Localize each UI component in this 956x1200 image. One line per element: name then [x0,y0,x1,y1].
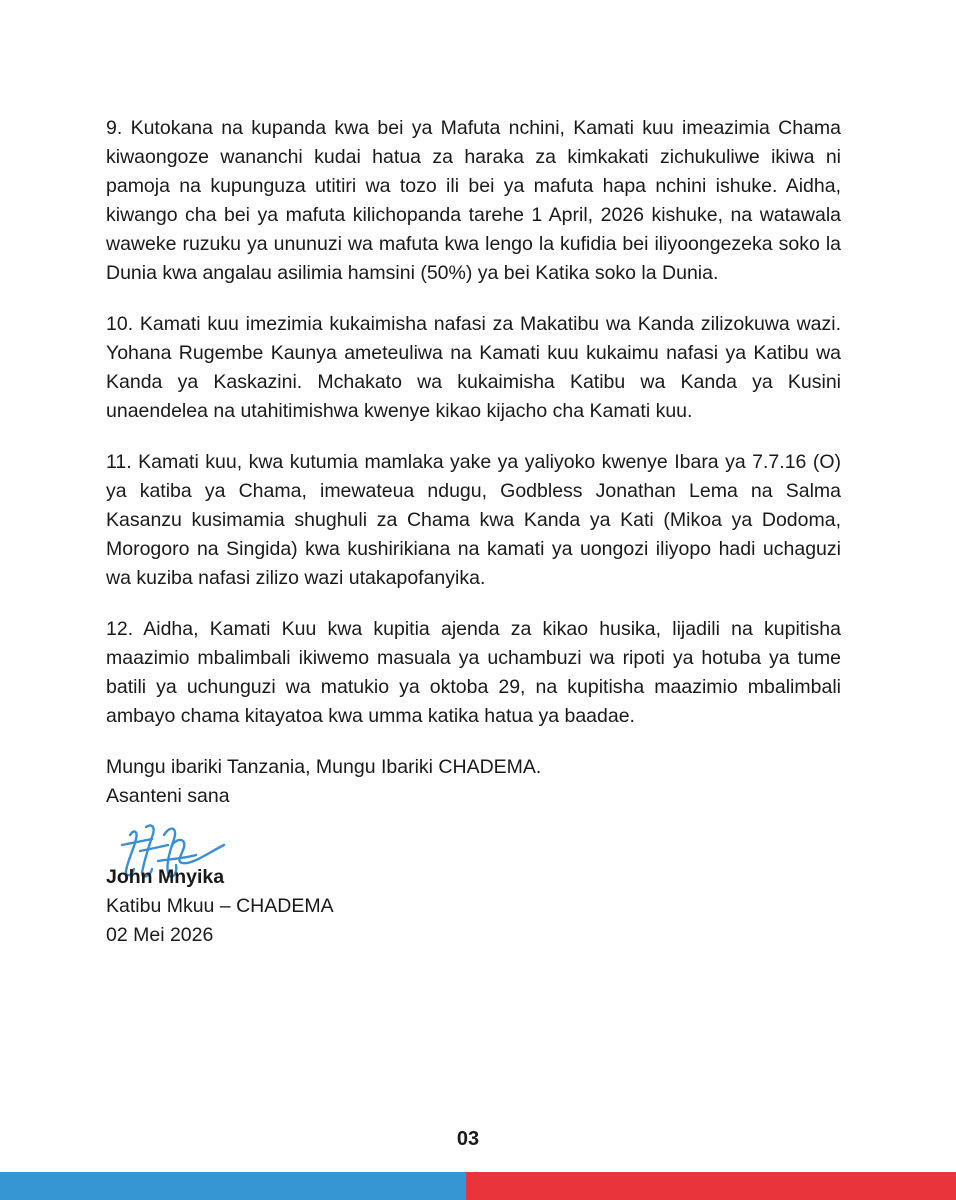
footer-bar-red [466,1172,956,1200]
letter-body [106,114,841,950]
letter-date: 02 Mei 2026 [106,924,214,946]
paragraph-10: 10. Kamati kuu imezimia kukaimisha nafasi za Makatibu wa Kanda zilizokuwa wazi. Yohana Rugembe Kaunya ameteuliwa na Kamati kuu kukaimu nafasi ya Katibu wa Kanda ya Kaskazini. Mchakato wa kukaimisha Katibu wa Kanda ya Kusini unaendelea na utahitimishwa kwenye kikao kijacho cha Kamati kuu. [106,313,841,422]
closing-blessing: Mungu ibariki Tanzania, Mungu Ibariki CHADEMA. [106,756,542,778]
footer-bar-blue [0,1172,466,1200]
page-number: 03 [456,1128,480,1150]
paragraph-11: 11. Kamati kuu, kwa kutumia mamlaka yake ya yaliyoko kwenye Ibara ya 7.7.16 (O) ya katiba ya Chama, imewateua ndugu, Godbless Jonathan Lema na Salma Kasanzu kusimamia shughuli za Chama kwa Kanda ya Kati (Mikoa ya Dodoma, Morogoro na Singida) kwa kushirikiana na kamati ya uongozi iliyopo hadi uchaguzi wa kuziba nafasi zilizo wazi utakapofanyika. [106,451,841,589]
closing-thanks: Asanteni sana [106,785,230,807]
signature-block [106,863,841,950]
paragraph-9: 9. Kutokana na kupanda kwa bei ya Mafuta nchini, Kamati kuu imeazimia Chama kiwaongoze wananchi kudai hatua za haraka za kimkakati zichukuliwe ikiwa ni pamoja na kupunguza utitiri wa tozo ili bei ya mafuta hapa nchini ishuke. Aidha, kiwango cha bei ya mafuta kilichopanda tarehe 1 April, 2026 kishuke, na watawala waweke ruzuku ya ununuzi wa mafuta kwa lengo la kufidia bei iliyoongezeka soko la Dunia kwa angalau asilimia hamsini (50%) ya bei Katika soko la Dunia. [106,117,841,284]
paragraph-12: 12. Aidha, Kamati Kuu kwa kupitia ajenda za kikao husika, lijadili na kupitisha maazimio mbalimbali ikiwemo masuala ya uchambuzi wa ripoti ya hotuba ya tume batili ya uchunguzi wa matukio ya oktoba 29, na kupitisha maazimio mbalimbali ambayo chama kitayatoa kwa umma katika hatua ya baadae. [106,618,841,727]
closing-block [106,753,841,811]
signatory-title: Katibu Mkuu – CHADEMA [106,895,334,917]
signatory-name: John Mnyika [106,866,225,888]
